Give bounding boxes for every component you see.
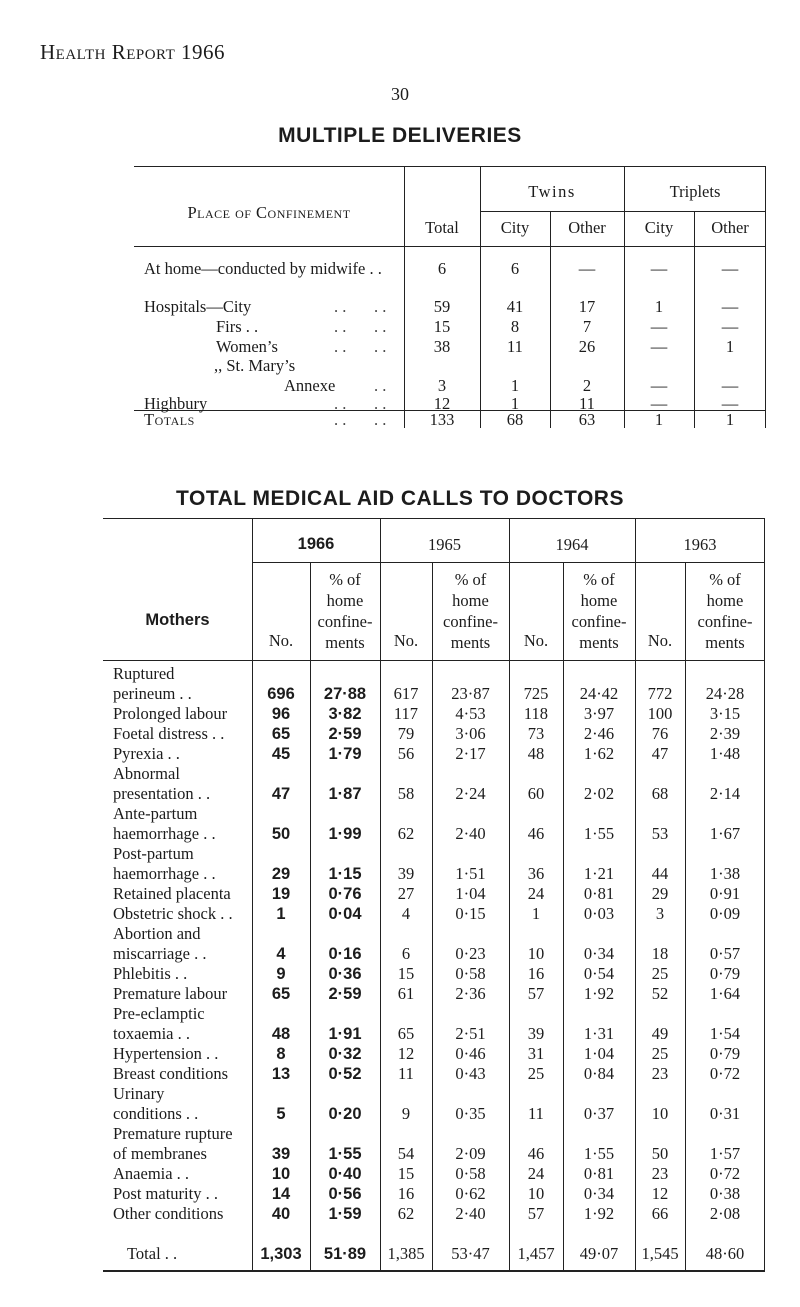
twins-header: Twins xyxy=(528,182,576,201)
total-percent: 51·89 xyxy=(323,1245,367,1263)
year-header-1965: 1965 xyxy=(428,535,461,554)
cell-twins-city: 8 xyxy=(510,317,520,336)
row-label: Firs . . xyxy=(216,317,259,336)
row-label: Pyrexia . . xyxy=(113,744,180,763)
cell-triplets-other: — xyxy=(721,376,739,395)
cell-percent: 23·87 xyxy=(451,684,490,703)
leader-dots: . . xyxy=(334,297,347,316)
cell-percent: 1·92 xyxy=(583,984,615,1003)
cell-percent: 0·58 xyxy=(455,1164,486,1183)
row-label: Prolonged labour xyxy=(113,704,228,723)
row-label-line1: Abnormal xyxy=(113,764,180,783)
cell-percent: 0·76 xyxy=(328,885,362,903)
cell-number: 44 xyxy=(651,864,669,883)
row-label-line1: ,, St. Mary’s xyxy=(214,356,296,375)
cell-percent: 4·53 xyxy=(455,704,486,723)
cell-number: 60 xyxy=(527,784,545,803)
cell-percent: 1·62 xyxy=(583,744,615,763)
row-label: Post maturity . . xyxy=(113,1184,218,1203)
row-label: At home—conducted by midwife . . xyxy=(144,259,382,278)
cell-triplets-other: — xyxy=(721,317,739,336)
cell-twins-other: 17 xyxy=(578,297,596,316)
cell-number: 46 xyxy=(527,1144,545,1163)
triplets-other-header: Other xyxy=(711,218,749,237)
cell-percent: 0·16 xyxy=(328,945,362,963)
cell-percent: 0·34 xyxy=(583,944,615,963)
col-total-header: Total xyxy=(425,218,459,237)
cell-number: 16 xyxy=(397,1184,415,1203)
cell-total: 15 xyxy=(433,317,451,336)
multiple-deliveries-table xyxy=(134,166,766,428)
cell-number: 50 xyxy=(271,825,291,843)
cell-percent: 1·31 xyxy=(583,1024,615,1043)
cell-percent: 0·09 xyxy=(709,904,741,923)
cell-number: 10 xyxy=(527,1184,545,1203)
cell-number: 56 xyxy=(397,744,415,763)
cell-number: 46 xyxy=(527,824,545,843)
cell-percent: 1·51 xyxy=(455,864,486,883)
cell-percent: 1·64 xyxy=(709,984,741,1003)
cell-number: 10 xyxy=(527,944,545,963)
cell-percent: 0·38 xyxy=(709,1184,741,1203)
cell-number: 25 xyxy=(651,964,669,983)
row-label: Anaemia . . xyxy=(113,1164,190,1183)
cell-percent: 0·81 xyxy=(583,884,615,903)
cell-percent: 1·55 xyxy=(328,1145,362,1163)
cell-percent: 1·04 xyxy=(455,884,486,903)
row-label: Women’s xyxy=(216,337,278,356)
cell-number: 117 xyxy=(393,704,419,723)
cell-percent: 1·48 xyxy=(709,744,741,763)
cell-percent: 0·40 xyxy=(328,1165,362,1183)
cell-twins-other: 26 xyxy=(578,337,596,356)
cell-twins-city: 68 xyxy=(506,410,524,429)
year-header-1964: 1964 xyxy=(555,535,589,554)
cell-percent: 2·39 xyxy=(709,724,741,743)
row-label: Annexe xyxy=(284,376,336,395)
cell-number: 13 xyxy=(271,1065,291,1083)
cell-number: 57 xyxy=(527,1204,545,1223)
col-no-header: No. xyxy=(268,631,294,650)
cell-number: 24 xyxy=(527,884,545,903)
cell-twins-city: 1 xyxy=(510,394,520,413)
cell-number: 29 xyxy=(651,884,669,903)
cell-number: 65 xyxy=(397,1024,415,1043)
cell-number: 118 xyxy=(523,704,549,723)
cell-percent: 1·79 xyxy=(328,745,362,763)
row-label-line1: Ruptured xyxy=(113,664,175,683)
cell-percent: 1·59 xyxy=(328,1205,362,1223)
cell-number: 3 xyxy=(655,904,665,923)
col-pct-header: % of home confine- ments xyxy=(571,570,627,652)
leader-dots: . . xyxy=(374,297,387,316)
running-head: Health Report 1966 xyxy=(40,40,226,64)
cell-percent: 0·72 xyxy=(709,1064,741,1083)
table-rule xyxy=(103,1270,765,1272)
row-label: Retained placenta xyxy=(113,884,231,903)
cell-triplets-other: — xyxy=(721,297,739,316)
row-label: of membranes xyxy=(113,1144,207,1163)
cell-number: 617 xyxy=(393,684,419,703)
cell-percent: 2·02 xyxy=(583,784,615,803)
total-number: 1,545 xyxy=(641,1244,679,1263)
row-label: Hypertension . . xyxy=(113,1044,219,1063)
cell-number: 27 xyxy=(397,884,415,903)
cell-percent: 27·88 xyxy=(323,685,367,703)
cell-number: 4 xyxy=(276,945,286,963)
cell-percent: 1·57 xyxy=(709,1144,741,1163)
cell-number: 58 xyxy=(397,784,415,803)
cell-twins-city: 6 xyxy=(510,259,520,278)
cell-number: 50 xyxy=(651,1144,669,1163)
cell-twins-other: 7 xyxy=(582,317,592,336)
cell-percent: 2·51 xyxy=(455,1024,486,1043)
multiple-deliveries-title: MULTIPLE DELIVERIES xyxy=(278,124,522,147)
cell-percent: 1·91 xyxy=(328,1025,362,1043)
cell-percent: 0·62 xyxy=(455,1184,486,1203)
cell-percent: 0·36 xyxy=(328,965,362,983)
page-number: 30 xyxy=(391,84,409,104)
cell-total: 6 xyxy=(437,259,447,278)
cell-number: 10 xyxy=(271,1165,291,1183)
cell-total: 59 xyxy=(433,297,451,316)
cell-number: 1 xyxy=(276,905,286,923)
cell-percent: 3·06 xyxy=(455,724,486,743)
cell-number: 12 xyxy=(651,1184,669,1203)
cell-percent: 0·35 xyxy=(455,1104,486,1123)
table-rule xyxy=(134,166,766,167)
cell-triplets-other: 1 xyxy=(725,337,735,356)
cell-total: 3 xyxy=(437,376,447,395)
cell-number: 24 xyxy=(527,1164,545,1183)
cell-twins-city: 41 xyxy=(506,297,524,316)
total-number: 1,303 xyxy=(260,1245,302,1263)
cell-percent: 0·79 xyxy=(709,1044,741,1063)
cell-number: 65 xyxy=(271,725,291,743)
cell-number: 15 xyxy=(397,964,415,983)
row-label: haemorrhage . . xyxy=(113,864,216,883)
cell-number: 40 xyxy=(271,1205,291,1223)
cell-twins-other: 11 xyxy=(579,394,595,413)
cell-percent: 1·15 xyxy=(328,865,362,883)
cell-number: 53 xyxy=(651,824,669,843)
cell-percent: 0·37 xyxy=(583,1104,615,1123)
cell-number: 31 xyxy=(527,1044,545,1063)
cell-number: 65 xyxy=(271,985,291,1003)
cell-percent: 0·20 xyxy=(328,1105,362,1123)
cell-percent: 24·42 xyxy=(579,684,619,703)
cell-number: 19 xyxy=(271,885,291,903)
cell-percent: 1·92 xyxy=(583,1204,615,1223)
row-label: Breast conditions xyxy=(113,1064,229,1083)
cell-percent: 2·40 xyxy=(455,1204,486,1223)
cell-percent: 1·21 xyxy=(583,864,615,883)
cell-triplets-city: — xyxy=(650,337,668,356)
cell-twins-other: 63 xyxy=(578,410,596,429)
cell-percent: 0·91 xyxy=(709,884,741,903)
col-place-header: Place of Confinement xyxy=(187,203,351,222)
cell-number: 16 xyxy=(527,964,545,983)
cell-number: 47 xyxy=(271,785,291,803)
cell-number: 5 xyxy=(276,1105,286,1123)
row-label: Highbury xyxy=(144,394,208,413)
cell-number: 61 xyxy=(397,984,415,1003)
leader-dots: . . xyxy=(374,337,387,356)
cell-percent: 0·52 xyxy=(328,1065,362,1083)
cell-triplets-city: — xyxy=(650,259,668,278)
cell-number: 11 xyxy=(398,1064,414,1083)
leader-dots: . . xyxy=(334,394,347,413)
cell-number: 11 xyxy=(528,1104,544,1123)
cell-number: 8 xyxy=(276,1045,286,1063)
cell-percent: 2·59 xyxy=(328,985,362,1003)
triplets-header: Triplets xyxy=(669,182,721,201)
row-label: Phlebitis . . xyxy=(113,964,188,983)
cell-percent: 0·03 xyxy=(583,904,615,923)
row-label: miscarriage . . xyxy=(113,944,207,963)
leader-dots: . . xyxy=(334,410,347,429)
cell-number: 725 xyxy=(523,684,549,703)
cell-number: 39 xyxy=(397,864,415,883)
cell-number: 23 xyxy=(651,1164,669,1183)
cell-triplets-other: — xyxy=(721,394,739,413)
cell-percent: 1·55 xyxy=(583,1144,615,1163)
cell-percent: 0·04 xyxy=(328,905,362,923)
cell-percent: 2·46 xyxy=(583,724,615,743)
row-label-line1: Ante-partum xyxy=(113,804,198,823)
col-no-header: No. xyxy=(393,631,419,650)
cell-number: 9 xyxy=(401,1104,411,1123)
cell-percent: 2·59 xyxy=(328,725,362,743)
medical-aid-table xyxy=(103,518,765,1272)
col-no-header: No. xyxy=(647,631,673,650)
cell-total: 133 xyxy=(429,410,455,429)
cell-percent: 0·34 xyxy=(583,1184,615,1203)
cell-number: 62 xyxy=(397,824,415,843)
year-header-1963: 1963 xyxy=(683,535,717,554)
cell-number: 49 xyxy=(651,1024,669,1043)
total-percent: 49·07 xyxy=(579,1244,619,1263)
cell-percent: 0·54 xyxy=(583,964,615,983)
leader-dots: . . xyxy=(374,376,387,395)
total-percent: 53·47 xyxy=(451,1244,490,1263)
cell-triplets-city: — xyxy=(650,376,668,395)
cell-percent: 2·09 xyxy=(455,1144,486,1163)
cell-number: 39 xyxy=(527,1024,545,1043)
cell-number: 1 xyxy=(531,904,541,923)
table-rule xyxy=(134,246,766,247)
twins-city-header: City xyxy=(500,218,530,237)
cell-percent: 0·72 xyxy=(709,1164,741,1183)
cell-number: 25 xyxy=(651,1044,669,1063)
cell-percent: 0·56 xyxy=(328,1185,362,1203)
cell-percent: 2·36 xyxy=(455,984,486,1003)
cell-number: 57 xyxy=(527,984,545,1003)
cell-percent: 1·99 xyxy=(328,825,362,843)
cell-number: 47 xyxy=(651,744,669,763)
row-label: perineum . . xyxy=(113,684,192,703)
cell-twins-city: 11 xyxy=(507,337,523,356)
cell-number: 9 xyxy=(276,965,286,983)
col-no-header: No. xyxy=(523,631,549,650)
triplets-city-header: City xyxy=(644,218,674,237)
row-label: haemorrhage . . xyxy=(113,824,216,843)
cell-number: 48 xyxy=(271,1025,291,1043)
total-percent: 48·60 xyxy=(705,1244,745,1263)
twins-other-header: Other xyxy=(568,218,606,237)
cell-percent: 0·81 xyxy=(583,1164,615,1183)
leader-dots: . . xyxy=(334,317,347,336)
row-label-line1: Post-partum xyxy=(113,844,194,863)
cell-percent: 0·43 xyxy=(455,1064,486,1083)
col-pct-header: % of home confine- ments xyxy=(697,570,753,652)
cell-percent: 2·40 xyxy=(455,824,486,843)
cell-number: 68 xyxy=(651,784,669,803)
cell-percent: 2·14 xyxy=(709,784,741,803)
row-label: Premature labour xyxy=(113,984,228,1003)
cell-triplets-other: — xyxy=(721,259,739,278)
cell-twins-city: 1 xyxy=(510,376,520,395)
cell-number: 10 xyxy=(651,1104,669,1123)
row-label: conditions . . xyxy=(113,1104,199,1123)
cell-number: 772 xyxy=(647,684,673,703)
cell-percent: 0·46 xyxy=(455,1044,486,1063)
total-number: 1,457 xyxy=(517,1244,555,1263)
total-label: Total . . xyxy=(127,1244,178,1263)
cell-number: 100 xyxy=(647,704,673,723)
row-label: toxaemia . . xyxy=(113,1024,190,1043)
cell-number: 76 xyxy=(651,724,669,743)
cell-triplets-other: 1 xyxy=(725,410,735,429)
cell-percent: 0·58 xyxy=(455,964,486,983)
cell-percent: 1·87 xyxy=(328,785,362,803)
cell-triplets-city: 1 xyxy=(654,297,664,316)
cell-percent: 0·31 xyxy=(709,1104,741,1123)
totals-label: Totals xyxy=(144,410,195,429)
cell-number: 18 xyxy=(651,944,669,963)
cell-percent: 1·54 xyxy=(709,1024,741,1043)
cell-percent: 0·79 xyxy=(709,964,741,983)
year-header-1966: 1966 xyxy=(297,535,335,553)
leader-dots: . . xyxy=(374,317,387,336)
cell-percent: 2·17 xyxy=(455,744,486,763)
leader-dots: . . xyxy=(374,394,387,413)
row-label: Foetal distress . . xyxy=(113,724,225,743)
cell-percent: 1·04 xyxy=(583,1044,615,1063)
col-mothers-header: Mothers xyxy=(145,611,210,629)
col-pct-header: % of home confine- ments xyxy=(317,570,373,652)
cell-total: 12 xyxy=(433,394,451,413)
cell-percent: 0·23 xyxy=(455,944,486,963)
cell-number: 14 xyxy=(271,1185,291,1203)
col-pct-header: % of home confine- ments xyxy=(443,570,498,652)
cell-twins-other: — xyxy=(578,259,596,278)
cell-percent: 0·84 xyxy=(583,1064,615,1083)
row-label: Other conditions xyxy=(113,1204,224,1223)
cell-percent: 3·97 xyxy=(583,704,615,723)
cell-triplets-city: — xyxy=(650,317,668,336)
table-rule xyxy=(103,660,765,661)
cell-number: 23 xyxy=(651,1064,669,1083)
cell-number: 66 xyxy=(651,1204,669,1223)
cell-percent: 0·57 xyxy=(709,944,741,963)
row-label: Hospitals—City xyxy=(144,297,252,316)
cell-triplets-city: 1 xyxy=(654,410,664,429)
row-label-line1: Pre-eclamptic xyxy=(113,1004,205,1023)
cell-number: 39 xyxy=(271,1145,291,1163)
row-label-line1: Urinary xyxy=(113,1084,165,1103)
leader-dots: . . xyxy=(334,337,347,356)
cell-triplets-city: — xyxy=(650,394,668,413)
cell-number: 15 xyxy=(397,1164,415,1183)
medical-aid-calls-title: TOTAL MEDICAL AID CALLS TO DOCTORS xyxy=(176,487,624,510)
cell-number: 48 xyxy=(527,744,545,763)
cell-percent: 2·24 xyxy=(455,784,486,803)
cell-percent: 0·32 xyxy=(328,1045,362,1063)
cell-number: 62 xyxy=(397,1204,415,1223)
cell-twins-other: 2 xyxy=(582,376,592,395)
cell-number: 696 xyxy=(267,685,295,703)
cell-number: 79 xyxy=(397,724,415,743)
cell-number: 29 xyxy=(271,865,291,883)
cell-number: 25 xyxy=(527,1064,545,1083)
cell-number: 96 xyxy=(271,705,291,723)
table-rule xyxy=(103,518,765,519)
cell-number: 54 xyxy=(397,1144,415,1163)
row-label-line1: Abortion and xyxy=(113,924,201,943)
cell-number: 4 xyxy=(401,904,411,923)
cell-total: 38 xyxy=(433,337,451,356)
row-label: presentation . . xyxy=(113,784,211,803)
row-label-line1: Premature rupture xyxy=(113,1124,233,1143)
cell-percent: 3·82 xyxy=(328,705,362,723)
cell-percent: 1·67 xyxy=(709,824,741,843)
cell-number: 73 xyxy=(527,724,545,743)
cell-percent: 1·38 xyxy=(709,864,741,883)
cell-percent: 2·08 xyxy=(709,1204,741,1223)
leader-dots: . . xyxy=(374,410,387,429)
cell-number: 6 xyxy=(401,944,411,963)
cell-percent: 3·15 xyxy=(709,704,741,723)
cell-number: 12 xyxy=(397,1044,415,1063)
cell-number: 45 xyxy=(271,745,291,763)
table-rule xyxy=(480,211,766,212)
cell-number: 52 xyxy=(651,984,669,1003)
cell-percent: 0·15 xyxy=(455,904,486,923)
cell-percent: 1·55 xyxy=(583,824,615,843)
cell-percent: 24·28 xyxy=(705,684,745,703)
cell-number: 36 xyxy=(527,864,545,883)
row-label: Obstetric shock . . xyxy=(113,904,233,923)
total-number: 1,385 xyxy=(387,1244,425,1263)
